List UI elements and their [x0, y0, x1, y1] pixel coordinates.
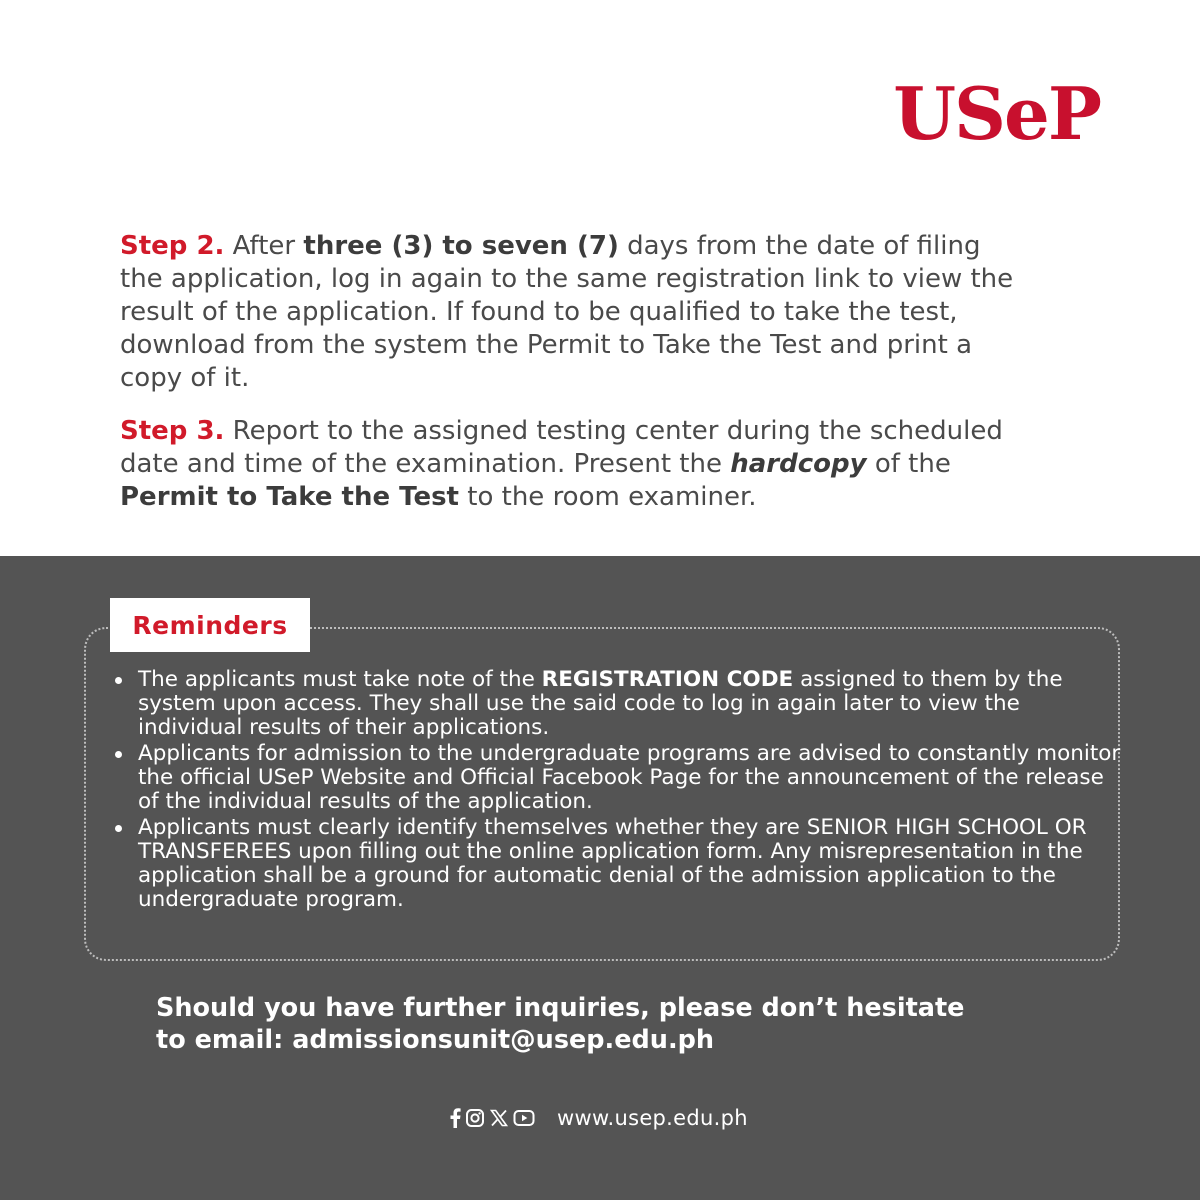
step-3-paragraph [120, 415, 1020, 514]
website-link[interactable]: www.usep.edu.ph [557, 1106, 748, 1130]
usep-logo: USeP [893, 71, 1100, 156]
step-2-label: Step 2. [120, 231, 225, 261]
reminders-title: Reminders [132, 610, 288, 640]
step-3-hardcopy: hardcopy [730, 449, 867, 479]
reminder-item-identify-applicant: Applicants must clearly identify themselves whether they are SENIOR HIGH SCHOOL OR TRANSFEREES upon filling out the online application form. Any misrepresentation in the application shall be a ground for automatic denial of the admission application to the undergraduate program. [138, 816, 1128, 912]
inquiry-note [156, 992, 1056, 1056]
step-3-permit: Permit to Take the Test [120, 482, 459, 512]
step-2-text-b: days from the date of filing the application, log in again to the same registration link to view the result of the application. If found to be qualified to take the test, download from the system the Permit to Take the Test and print a copy of it. [120, 231, 1014, 393]
social-icons [449, 1108, 535, 1128]
x-icon[interactable] [489, 1108, 509, 1128]
reminder-item-registration-code [138, 668, 1128, 740]
step-3-text-b: of the [866, 449, 951, 479]
step-2-text-a: After [224, 231, 304, 261]
reminder-1-text-a: The applicants must take note of the [138, 667, 542, 692]
inquiry-line-1: Should you have further inquiries, please don’t hesitate [156, 993, 965, 1023]
step-3-label: Step 3. [120, 416, 225, 446]
inquiry-line-2: to email: admissionsunit@usep.edu.ph [156, 1025, 715, 1055]
step-3-text-a: Report to the assigned testing center during the scheduled date and time of the examination. Present the [120, 416, 1003, 479]
youtube-icon[interactable] [513, 1109, 535, 1127]
reminders-tab [110, 598, 310, 652]
footer [449, 1104, 748, 1132]
facebook-icon[interactable] [449, 1108, 461, 1128]
step-2-days: three (3) to seven (7) [303, 231, 619, 261]
reminder-item-monitor-website: Applicants for admission to the undergraduate programs are advised to constantly monitor the official USeP Website and Official Facebook Page for the announcement of the release of the individual results of the application. [138, 742, 1128, 814]
registration-code-emphasis: REGISTRATION CODE [541, 667, 794, 692]
step-3-text-c: to the room examiner. [459, 482, 757, 512]
step-2-paragraph [120, 230, 1020, 395]
reminder-1-text-b: assigned to them by the system upon access. They shall use the said code to log in again later to view the individual results of their applications. [138, 667, 1063, 740]
steps-section [120, 230, 1020, 534]
instagram-icon[interactable] [465, 1108, 485, 1128]
reminders-list [112, 668, 1128, 914]
